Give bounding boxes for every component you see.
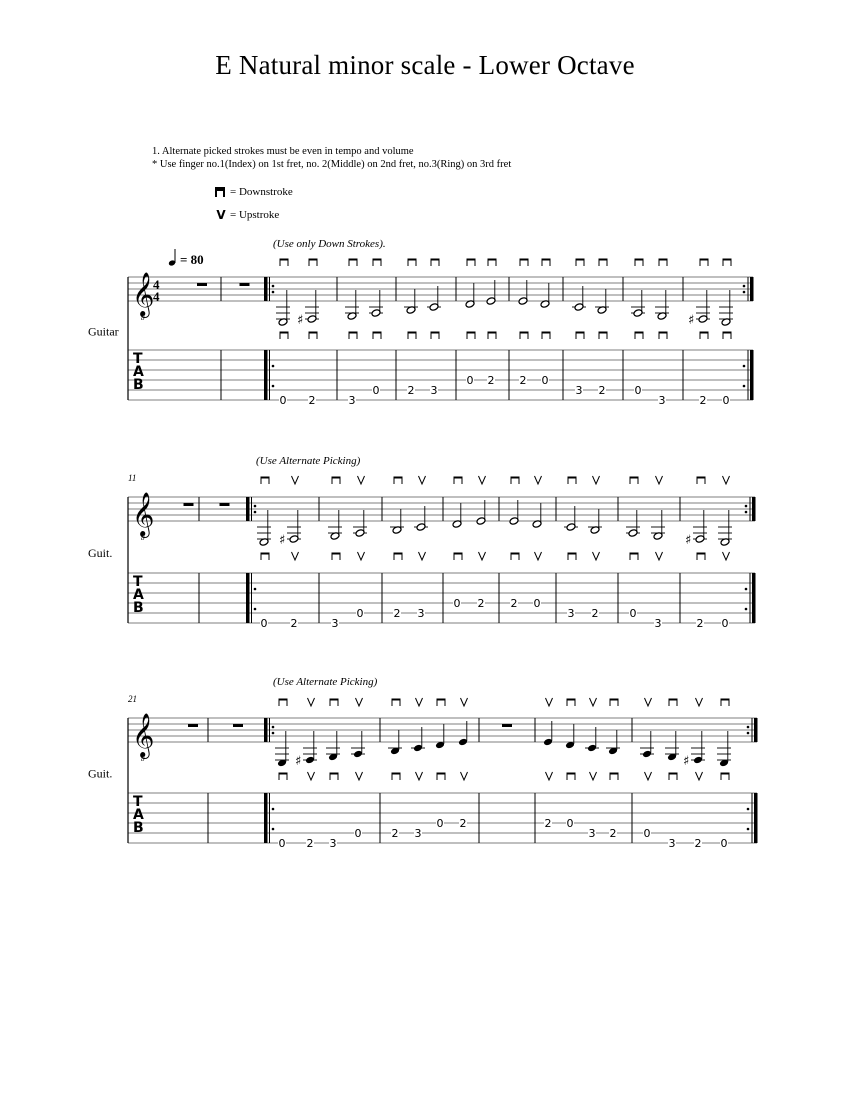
sharp-icon: ♯ <box>683 754 690 769</box>
upstroke-icon <box>546 698 553 706</box>
tab-fret-number: 0 <box>720 837 728 850</box>
tab-fret-number: 2 <box>510 597 518 610</box>
note <box>585 698 599 840</box>
repeat-dot <box>745 511 748 514</box>
repeat-dot <box>272 291 275 294</box>
note <box>404 259 418 398</box>
tab-fret-number: 2 <box>609 827 617 840</box>
tab-fret-number: 3 <box>658 394 666 407</box>
instruction-line-1: 1. Alternate picked strokes must be even in tempo and volume <box>152 146 414 157</box>
upstroke-icon <box>645 772 652 780</box>
tab-fret-number: 2 <box>391 827 399 840</box>
note <box>564 477 578 621</box>
tab-fret-number: 0 <box>629 607 637 620</box>
upstroke-icon <box>696 772 703 780</box>
repeat-dot <box>254 511 257 514</box>
upstroke-icon <box>546 772 553 780</box>
instruction-line-2: * Use finger no.1(Index) on 1st fret, no. 2(Middle) on 2nd fret, no.3(Ring) on 3rd fret <box>152 159 512 170</box>
repeat-end-thick <box>754 718 758 742</box>
tab-fret-number: 0 <box>466 374 474 387</box>
tab-fret-number: 2 <box>591 607 599 620</box>
tab-fret-number: 0 <box>722 394 730 407</box>
note <box>328 477 342 631</box>
note <box>427 259 441 398</box>
upstroke-icon <box>416 698 423 706</box>
upstroke-icon <box>356 772 363 780</box>
treble-clef-icon: 𝄞 <box>132 274 155 316</box>
tab-clef-letter: T <box>133 574 143 590</box>
note <box>718 476 732 630</box>
tab-fret-number: 3 <box>329 837 337 850</box>
upstroke-icon <box>356 698 363 706</box>
repeat-dot <box>747 808 750 811</box>
sharp-icon: ♯ <box>279 533 286 548</box>
direction-text: (Use Alternate Picking) <box>256 455 361 467</box>
repeat-dot <box>272 732 275 735</box>
instrument-label: Guitar <box>88 324 119 339</box>
legend-downstroke-label: = Downstroke <box>230 186 293 198</box>
upstroke-icon <box>723 552 730 560</box>
system-3 <box>88 676 758 850</box>
repeat-dot <box>743 365 746 368</box>
tab-fret-number: 2 <box>696 617 704 630</box>
tempo-marking <box>168 249 204 267</box>
repeat-end-thick <box>750 350 754 400</box>
upstroke-icon <box>593 552 600 560</box>
upstroke-icon: V <box>216 208 226 222</box>
note <box>452 477 462 611</box>
note <box>326 699 340 851</box>
tab-clef-letter: A <box>133 364 144 380</box>
instrument-label: Guit. <box>88 546 113 560</box>
repeat-dot <box>272 828 275 831</box>
legend-upstroke-label: = Upstroke <box>230 209 280 221</box>
note <box>509 477 519 611</box>
upstroke-icon <box>590 698 597 706</box>
upstroke-icon <box>358 476 365 484</box>
whole-rest-icon <box>233 724 243 727</box>
repeat-dot <box>745 588 748 591</box>
repeat-start-thick <box>264 277 268 301</box>
instrument-label: Guit. <box>88 766 113 781</box>
tab-fret-number: 2 <box>598 384 606 397</box>
tab-fret-number: 3 <box>417 607 425 620</box>
tab-fret-number: 3 <box>414 827 422 840</box>
tab-fret-number: 3 <box>668 837 676 850</box>
score-title: E Natural minor scale - Lower Octave <box>215 50 635 80</box>
measure-number: 21 <box>128 694 137 704</box>
time-sig-denominator: 4 <box>153 289 160 304</box>
note <box>532 476 542 610</box>
note <box>719 259 733 408</box>
tab-fret-number: 0 <box>356 607 364 620</box>
upstroke-icon <box>479 476 486 484</box>
tab-fret-number: 3 <box>331 617 339 630</box>
upstroke-icon <box>358 552 365 560</box>
repeat-dot <box>272 808 275 811</box>
whole-rest-icon <box>502 724 512 727</box>
tab-clef-letter: T <box>133 351 143 367</box>
note <box>540 259 550 388</box>
note <box>688 259 710 408</box>
direction-text: (Use only Down Strokes). <box>273 238 386 250</box>
note <box>345 259 359 408</box>
tab-fret-number: 2 <box>459 817 467 830</box>
repeat-dot <box>254 608 257 611</box>
tab-fret-number: 2 <box>308 394 316 407</box>
time-sig-numerator: 4 <box>153 277 160 292</box>
note <box>665 699 679 851</box>
tab-fret-number: 0 <box>541 374 549 387</box>
repeat-dot <box>254 588 257 591</box>
tab-fret-number: 3 <box>430 384 438 397</box>
note <box>588 476 602 620</box>
tab-fret-number: 2 <box>699 394 707 407</box>
tab-fret-number: 2 <box>487 374 495 387</box>
repeat-dot <box>272 285 275 288</box>
tab-fret-number: 0 <box>278 837 286 850</box>
tab-fret-number: 0 <box>279 394 287 407</box>
tab-fret-number: 2 <box>477 597 485 610</box>
note <box>351 698 365 840</box>
note <box>297 259 319 408</box>
note <box>683 698 705 850</box>
tempo-value: = 80 <box>180 252 204 267</box>
note <box>606 699 620 841</box>
tab-fret-number: 2 <box>407 384 415 397</box>
tab-fret-number: 2 <box>393 607 401 620</box>
repeat-end-thick <box>752 573 756 623</box>
note <box>279 476 301 630</box>
upstroke-icon <box>723 476 730 484</box>
note <box>369 259 383 398</box>
upstroke-icon <box>308 698 315 706</box>
measure-number: 11 <box>128 473 137 483</box>
repeat-start-thick <box>264 718 268 742</box>
note <box>388 699 402 841</box>
note <box>655 259 669 408</box>
tab-fret-number: 2 <box>290 617 298 630</box>
note <box>626 477 640 621</box>
upstroke-icon <box>645 698 652 706</box>
repeat-end-thick <box>750 277 754 301</box>
tab-fret-number: 0 <box>453 597 461 610</box>
tab-clef-letter: B <box>133 820 144 836</box>
whole-rest-icon <box>188 724 198 727</box>
note <box>595 259 609 398</box>
repeat-start-thick <box>264 793 268 843</box>
note <box>631 259 645 398</box>
upstroke-icon <box>479 552 486 560</box>
repeat-dot <box>743 385 746 388</box>
repeat-dot <box>272 726 275 729</box>
repeat-dot <box>747 726 750 729</box>
tab-fret-number: 0 <box>533 597 541 610</box>
repeat-dot <box>743 285 746 288</box>
sharp-icon: ♯ <box>295 754 302 769</box>
repeat-start-thick <box>246 497 250 521</box>
note <box>486 259 496 388</box>
repeat-dot <box>743 291 746 294</box>
whole-rest-icon <box>197 283 207 286</box>
tab-fret-number: 0 <box>721 617 729 630</box>
tab-fret-number: 2 <box>306 837 314 850</box>
clef-octave-mark: 8 <box>141 534 145 542</box>
whole-rest-icon <box>240 283 250 286</box>
note <box>476 476 486 610</box>
note <box>465 259 475 388</box>
note <box>411 698 425 840</box>
tab-fret-number: 2 <box>694 837 702 850</box>
upstroke-icon <box>593 476 600 484</box>
tab-fret-number: 0 <box>260 617 268 630</box>
upstroke-icon <box>308 772 315 780</box>
tab-fret-number: 3 <box>588 827 596 840</box>
note <box>257 477 271 631</box>
repeat-dot <box>745 505 748 508</box>
upstroke-icon <box>535 552 542 560</box>
tab-fret-number: 2 <box>544 817 552 830</box>
tab-fret-number: 3 <box>567 607 575 620</box>
note <box>651 476 665 630</box>
upstroke-icon <box>292 476 299 484</box>
note <box>518 259 528 388</box>
note <box>276 259 290 408</box>
note <box>353 476 367 620</box>
note <box>295 698 317 850</box>
tab-fret-number: 3 <box>575 384 583 397</box>
upstroke-icon <box>656 552 663 560</box>
note <box>685 477 707 631</box>
upstroke-icon <box>419 552 426 560</box>
upstroke-icon <box>696 698 703 706</box>
treble-clef-icon: 𝄞 <box>132 494 155 536</box>
repeat-dot <box>747 828 750 831</box>
sharp-icon: ♯ <box>688 313 695 328</box>
direction-text: (Use Alternate Picking) <box>273 676 378 688</box>
note <box>717 699 731 851</box>
repeat-start-thick <box>264 350 268 400</box>
repeat-dot <box>254 505 257 508</box>
upstroke-icon <box>535 476 542 484</box>
tab-clef-letter: T <box>133 794 143 810</box>
repeat-start-thick <box>246 573 250 623</box>
upstroke-icon <box>656 476 663 484</box>
tab-fret-number: 2 <box>519 374 527 387</box>
upstroke-icon <box>461 772 468 780</box>
tab-fret-number: 0 <box>354 827 362 840</box>
tab-fret-number: 0 <box>634 384 642 397</box>
tab-clef-letter: B <box>133 600 144 616</box>
whole-rest-icon <box>220 503 230 506</box>
tab-fret-number: 0 <box>436 817 444 830</box>
repeat-dot <box>272 385 275 388</box>
clef-octave-mark: 8 <box>141 314 145 322</box>
note <box>640 698 654 840</box>
whole-rest-icon <box>184 503 194 506</box>
upstroke-icon <box>416 772 423 780</box>
tab-fret-number: 3 <box>654 617 662 630</box>
repeat-dot <box>272 365 275 368</box>
sharp-icon: ♯ <box>297 313 304 328</box>
tab-fret-number: 3 <box>348 394 356 407</box>
note <box>390 477 404 621</box>
note <box>414 476 428 620</box>
tab-clef-letter: B <box>133 377 144 393</box>
tab-clef-letter: A <box>133 587 144 603</box>
repeat-dot <box>745 608 748 611</box>
treble-clef-icon: 𝄞 <box>132 715 155 757</box>
tab-fret-number: 0 <box>372 384 380 397</box>
note <box>572 259 586 398</box>
upstroke-icon <box>590 772 597 780</box>
note <box>275 699 289 851</box>
sharp-icon: ♯ <box>685 533 692 548</box>
repeat-end-thick <box>752 497 756 521</box>
clef-octave-mark: 8 <box>141 755 145 763</box>
upstroke-icon <box>292 552 299 560</box>
tab-clef-letter: A <box>133 807 144 823</box>
system-2 <box>88 455 756 630</box>
tab-fret-number: 0 <box>643 827 651 840</box>
repeat-end-thick <box>754 793 758 843</box>
upstroke-icon <box>461 698 468 706</box>
upstroke-icon <box>419 476 426 484</box>
repeat-dot <box>747 732 750 735</box>
tab-fret-number: 0 <box>566 817 574 830</box>
